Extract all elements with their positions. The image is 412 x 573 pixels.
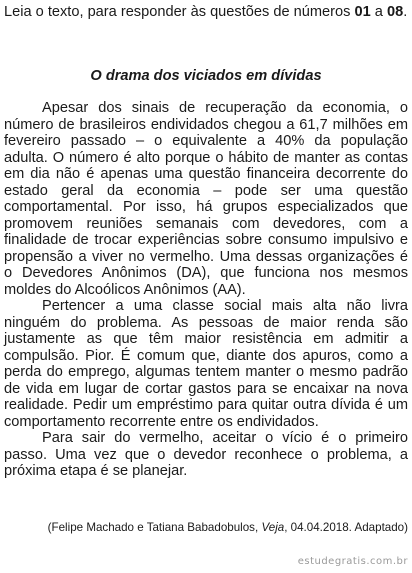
article-source [48, 521, 408, 535]
instruction-suffix: . [403, 4, 408, 20]
article-title: O drama dos viciados em dívidas [90, 68, 322, 84]
instruction-prefix: Leia o texto, para responder às questões de números [4, 4, 355, 20]
question-start-number: 01 [354, 4, 371, 20]
instruction-text [4, 3, 408, 22]
site-watermark: estudegratis.com.br [297, 556, 408, 567]
article-body [4, 100, 408, 480]
source-date: , 04.04.2018. Adaptado) [284, 521, 408, 534]
instruction-connector: a [370, 4, 387, 20]
question-end-number: 08 [386, 4, 404, 20]
article-paragraph-1: Apesar dos sinais de recuperação da economia, o número de brasileiros endividados chegou a 61,7 milhões em fevereiro passado – o equivalente a 40% da população adulta. O número é alto porque o hábito de manter as contas em dia não é apenas uma questão financeira decorrente do estado geral da economia – pode ser uma questão comportamental. Por isso, há grupos especializados que promovem reuniões semanais com devedores, com a finalidade de trocar experiências sobre consumo impulsivo e propensão a viver no vermelho. Uma dessas organizações é o Devedores Anônimos (DA), que funciona nos mesmos moldes do Alcoólicos Anônimos (AA). [4, 100, 408, 298]
article-paragraph-2: Pertencer a uma classe social mais alta não livra ninguém do problema. As pessoas de maior renda são justamente as que têm maior resistência em admitir a compulsão. Pior. É comum que, diante dos apuros, como a perda do emprego, algumas tentem manter o mesmo padrão de vida em lugar de cortar gastos para se encaixar na nova realidade. Pedir um empréstimo para quitar outra dívida é um comportamento recorrente entre os endividados. [4, 298, 408, 430]
source-magazine: Veja [261, 521, 285, 534]
source-authors: (Felipe Machado e Tatiana Babadobulos, [47, 521, 262, 534]
article-paragraph-3: Para sair do vermelho, aceitar o vício é o primeiro passo. Uma vez que o devedor reconhece o problema, a próxima etapa é se planejar. [4, 430, 408, 479]
